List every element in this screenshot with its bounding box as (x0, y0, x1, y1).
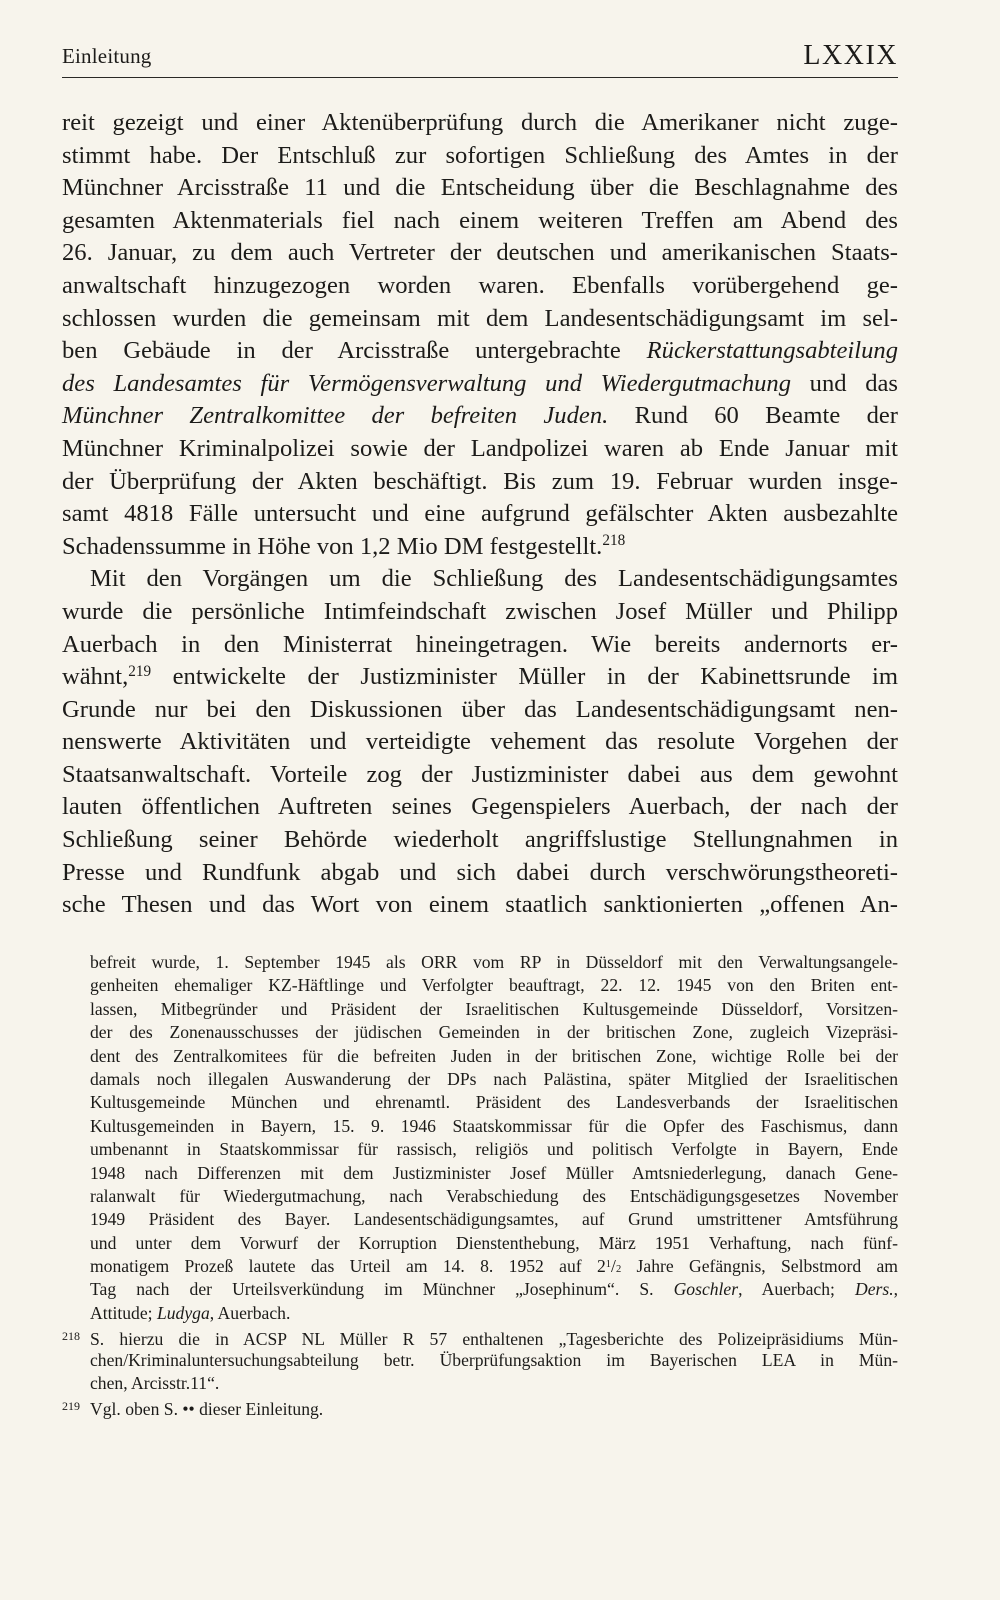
italic-institution: Rückerstattungsabteilung (646, 337, 898, 365)
text-line: der Überprüfung der Akten beschäftigt. Bis zum 19. Februar wurden insge- (62, 467, 898, 495)
text-run: Attitude; (90, 1302, 157, 1323)
footnotes (62, 951, 898, 1419)
text-line: 26. Januar, zu dem auch Vertreter der deutschen und amerikanischen Staats- (62, 239, 898, 267)
footnote-line: ralanwalt für Wiedergutmachung, nach Verabschiedung des Entschädigungsgesetzes November (90, 1185, 898, 1206)
footnote-218 (62, 1325, 898, 1395)
text-run: , Auerbach; (738, 1279, 855, 1300)
text-run: Rund 60 Beamte der (634, 402, 898, 430)
text-run: wähnt, (62, 663, 129, 691)
text-run: S. hierzu die in ACSP NL Müller R 57 enthaltenen „Tagesberichte des Polizeipräsidiums Mün- (90, 1329, 898, 1350)
text-line: stimmt habe. Der Entschluß zur sofortigen Schließung des Amtes in der (62, 141, 898, 169)
footnote-line (90, 1302, 898, 1325)
text-run: ben Gebäude in der Arcisstraße untergebrachte (62, 337, 621, 365)
footnote-line: befreit wurde, 1. September 1945 als ORR vom RP in Düsseldorf mit den Verwaltungsangele- (90, 952, 898, 972)
text-line: sche Thesen und das Wort von einem staatlich sanktionierten „offenen An- (62, 891, 898, 919)
text-run: , Auerbach. (209, 1302, 291, 1323)
text-line: schlossen wurden die gemeinsam mit dem Landesentschädigungsamt im sel- (62, 304, 898, 332)
text-line: Grunde nur bei den Diskussionen über das Landesentschädigungsamt nen- (62, 695, 898, 723)
text-run: , (893, 1279, 898, 1300)
text-line: Mit den Vorgängen um die Schließung des Landesentschädigungsamtes (90, 565, 898, 593)
text-line: Schließung seiner Behörde wiederholt angriffslustige Stellungnahmen in (62, 826, 898, 854)
running-header (62, 40, 898, 78)
text-line: Auerbach in den Ministerrat hineingetragen. Wie bereits andernorts er- (62, 630, 898, 658)
main-text (62, 107, 898, 922)
text-line: Presse und Rundfunk abgab und sich dabei durch verschwörungstheoreti- (62, 858, 898, 886)
footnote-number: 219 (62, 1399, 80, 1414)
fraction-numerator: 1 (605, 1258, 612, 1270)
footnote-line: dent des Zentralkomitees für die befreiten Juden in der britischen Zone, wichtige Rolle bei der (90, 1045, 898, 1066)
author-name: Ders. (854, 1279, 894, 1300)
text-line: wurde die persönliche Intimfeindschaft zwischen Josef Müller und Philipp (62, 597, 898, 625)
text-line: gesamten Aktenmaterials fiel nach einem weiteren Treffen am Abend des (62, 206, 898, 234)
section-title: Einleitung (62, 44, 152, 68)
text-line: Münchner Kriminalpolizei sowie der Landpolizei waren ab Ende Januar mit (62, 434, 898, 462)
footnote-line: genheiten ehemaliger KZ-Häftlinge und Verfolgter beauftragt, 22. 12. 1945 von den Briten ent- (90, 975, 898, 996)
footnote-line: Kultusgemeinden in Bayern, 15. 9. 1946 Staatskommissar für die Opfer des Faschismus, dann (90, 1115, 898, 1136)
footnote-217-continuation (62, 951, 898, 1325)
italic-institution: Münchner Zentralkomittee der befreiten Juden. (62, 402, 609, 430)
text-line (62, 661, 898, 694)
author-name: Goschler (673, 1279, 739, 1300)
footnote-line: 1949 Präsident des Bayer. Landesentschädigungsamtes, auf Grund umstrittener Amtsführung (90, 1209, 898, 1230)
footnote-line (90, 1278, 898, 1301)
footnote-ref-219[interactable]: 219 (128, 662, 152, 680)
footnote-number: 218 (62, 1329, 80, 1344)
footnote-line: lassen, Mitbegründer und Präsident der Israelitischen Kultusgemeinde Düsseldorf, Vorsitzen- (90, 998, 898, 1019)
footnote-line: 1948 nach Differenzen mit dem Justizminister Josef Müller Amtsniederlegung, danach Gene- (90, 1162, 898, 1183)
text-line: samt 4818 Fälle untersucht und eine aufgrund gefälschter Akten ausbezahlte (62, 500, 898, 528)
text-run: monatigem Prozeß lautete das Urteil am 14. 8. 1952 auf 2 (90, 1256, 606, 1277)
footnote-line: chen, Arcisstr.11“. (90, 1373, 220, 1394)
fraction-slash: / (611, 1256, 616, 1277)
text-run: Vgl. oben S. •• dieser Einleitung. (90, 1399, 324, 1420)
text-line: Staatsanwaltschaft. Vorteile zog der Justizminister dabei aus dem gewohnt (62, 760, 898, 788)
fraction-denominator: 2 (615, 1264, 622, 1276)
text-line: anwaltschaft hinzugezogen worden waren. Ebenfalls vorübergehend ge- (62, 271, 898, 299)
author-name: Ludyga (156, 1302, 210, 1323)
footnote-line: chen/Kriminaluntersuchungsabteilung betr. Überprüfungsaktion im Bayerischen LEA in Mün- (90, 1349, 898, 1370)
footnote-219 (62, 1395, 898, 1418)
text-line: reit gezeigt und einer Aktenüberprüfung durch die Amerikaner nicht zuge- (62, 109, 898, 136)
text-run: Schadenssumme in Höhe von 1,2 Mio DM festgestellt. (62, 532, 603, 560)
text-line (62, 368, 898, 401)
footnote-line: der des Zonenausschusses der jüdischen Gemeinden in der britischen Zone, zugleich Vizepräsi- (90, 1022, 898, 1043)
text-line: lauten öffentlichen Auftreten seines Gegenspielers Auerbach, der nach der (62, 793, 898, 821)
page-number: LXXIX (803, 40, 898, 71)
text-line (62, 335, 898, 368)
text-line (62, 400, 898, 433)
footnote-line (62, 1395, 898, 1418)
italic-institution: des Landesamtes für Vermögensverwaltung und Wiedergutmachung (62, 369, 792, 397)
text-run: entwickelte der Justizminister Müller in der Kabinettsrunde im (151, 663, 898, 691)
text-run: Tag nach der Urteilsverkündung im Münchner „Josephinum“. S. (90, 1279, 674, 1300)
footnote-ref-218[interactable]: 218 (602, 532, 626, 550)
text-line (62, 531, 898, 564)
text-run: und das (809, 369, 899, 397)
text-run: Jahre Gefängnis, Selbstmord am (621, 1256, 898, 1277)
text-line: Münchner Arcisstraße 11 und die Entscheidung über die Beschlagnahme des (62, 174, 898, 202)
footnote-line: umbenannt in Staatskommissar für rassisch, religiös und politisch Verfolgte in Bayern, Ende (90, 1139, 898, 1160)
footnote-line (90, 1255, 898, 1278)
footnote-line: damals noch illegalen Auswanderung der DPs nach Palästina, später Mitglied der Israelitischen (90, 1068, 898, 1089)
text-line: nenswerte Aktivitäten und verteidigte vehement das resolute Vorgehen der (62, 728, 898, 756)
footnote-line (62, 1325, 898, 1348)
footnote-line: Kultusgemeinde München und ehrenamtl. Präsident des Landesverbands der Israelitischen (90, 1092, 898, 1113)
footnote-line: und unter dem Vorwurf der Korruption Dienstenthebung, März 1951 Verhaftung, nach fünf- (90, 1232, 898, 1253)
